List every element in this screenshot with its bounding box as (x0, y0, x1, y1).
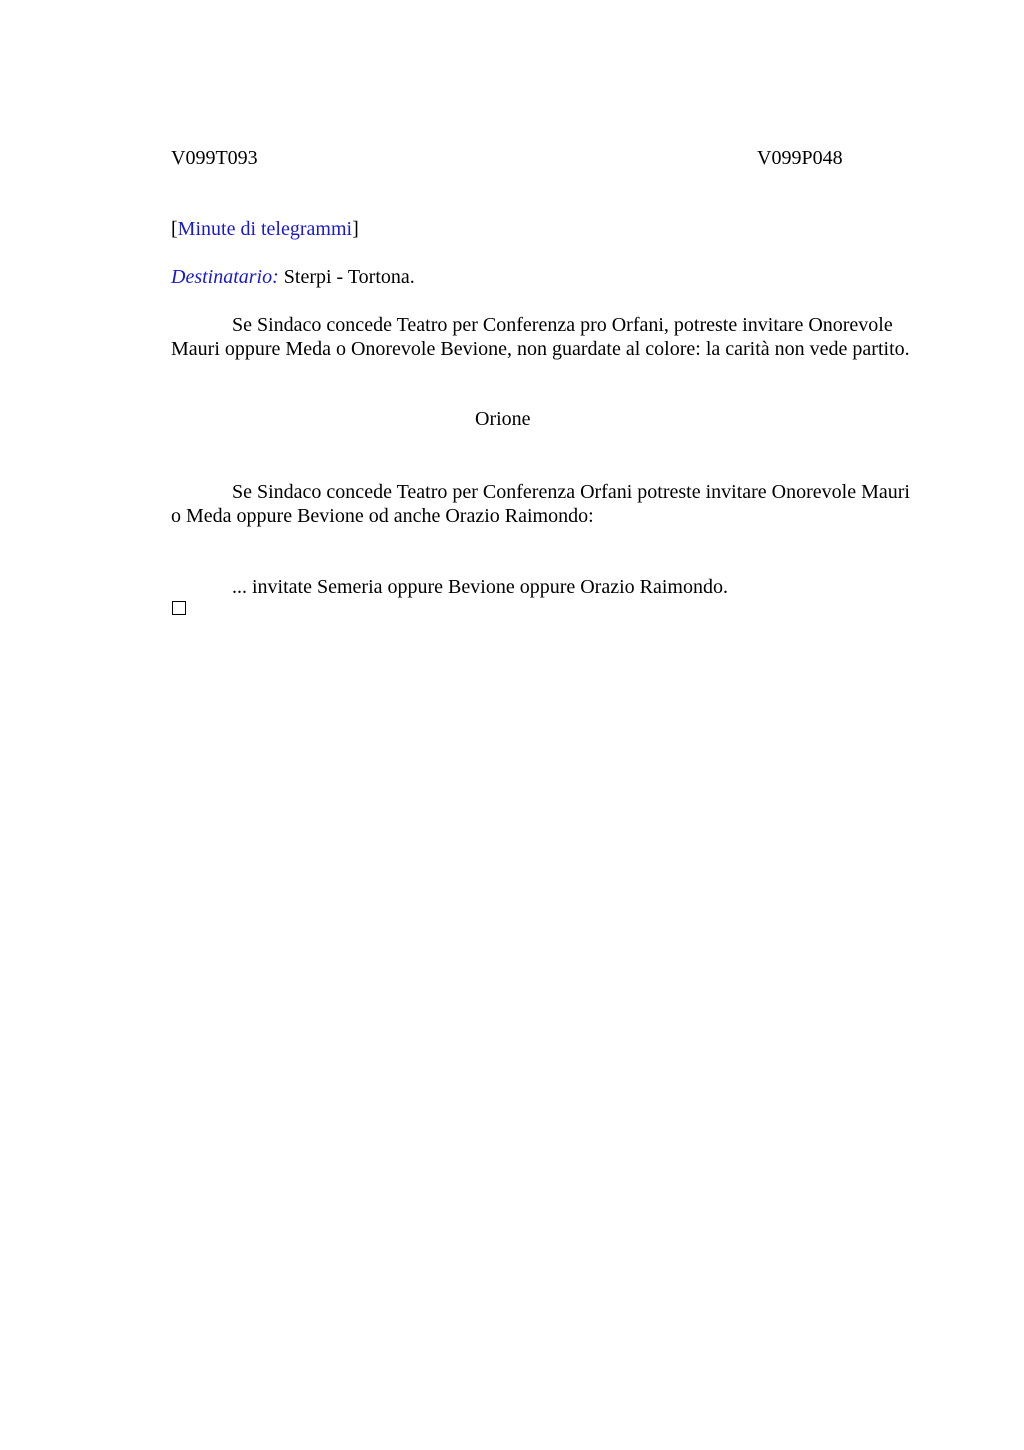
recipient-line (171, 265, 415, 289)
bracket-close: ] (352, 218, 359, 240)
telegram-1-signature: Orione (475, 408, 531, 430)
telegram-1-text: Se Sindaco concede Teatro per Conferenza pro Orfani, potreste invitare Onorevole Mauri oppure Meda o Onorevole Bevione, non guardate al colore: la carità non vede partito. (171, 314, 910, 360)
telegram-3-text: ... invitate Semeria oppure Bevione oppure Orazio Raimondo. (232, 576, 728, 598)
section-title[interactable]: Minute di telegrammi (177, 218, 353, 240)
checkbox-square[interactable] (172, 601, 186, 615)
section-heading (171, 217, 359, 241)
recipient-value: Sterpi - Tortona. (278, 266, 415, 288)
document-code-right: V099P048 (757, 147, 843, 169)
recipient-label[interactable]: Destinatario: (171, 266, 279, 288)
document-code-left: V099T093 (171, 147, 258, 169)
bracket-open: [ (171, 218, 178, 240)
telegram-2-text: Se Sindaco concede Teatro per Conferenza Orfani potreste invitare Onorevole Mauri o Meda oppure Bevione od anche Orazio Raimondo: (171, 481, 910, 527)
